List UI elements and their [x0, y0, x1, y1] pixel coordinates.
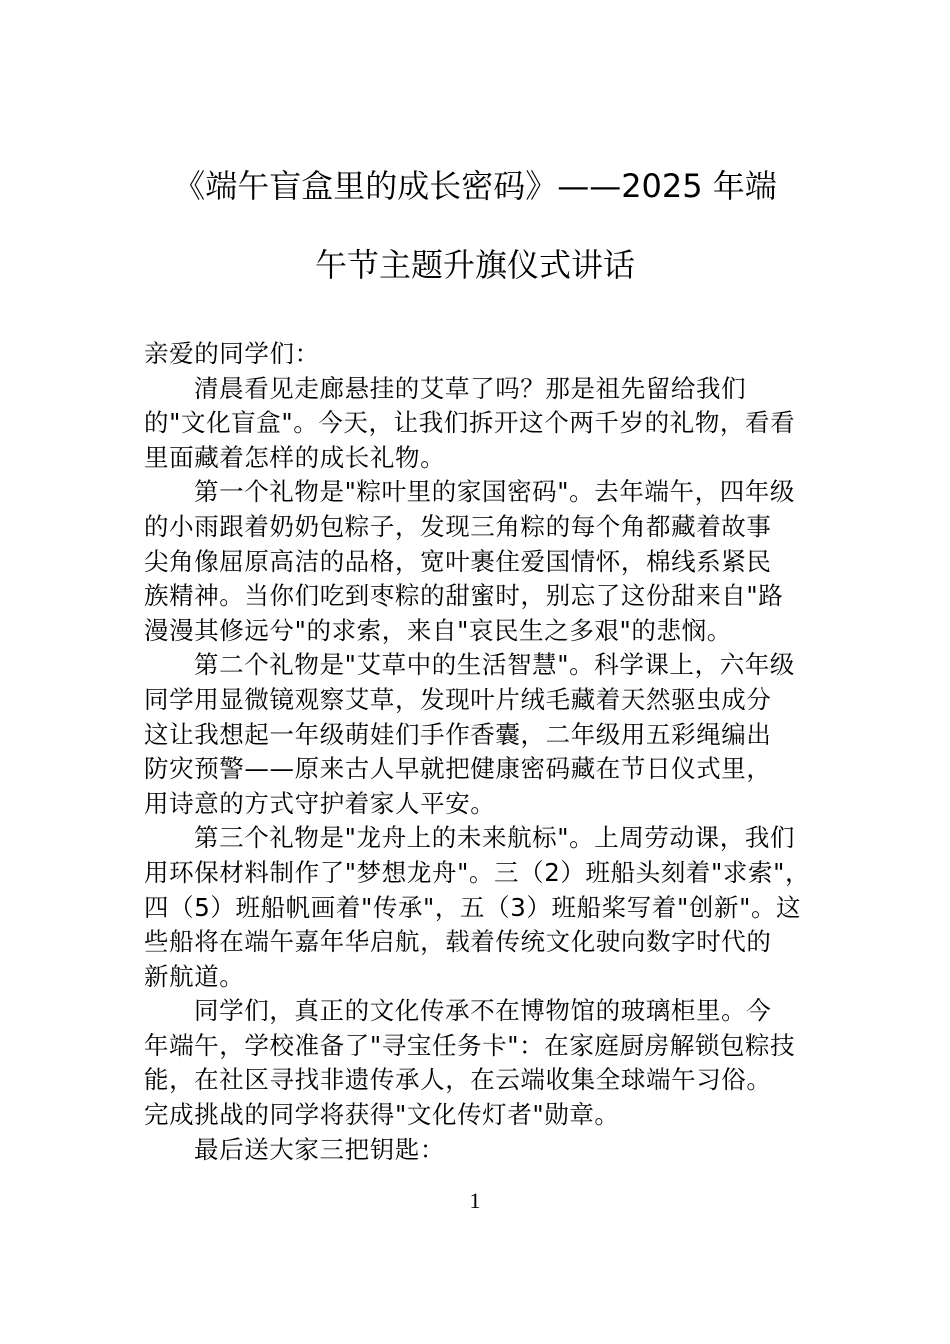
- text-line: 第一个礼物是"粽叶里的家国密码"。去年端午，四年级: [194, 477, 796, 507]
- page-number: 1: [469, 1188, 481, 1213]
- paragraph-gift-one: [144, 475, 834, 648]
- text-line: 的小雨跟着奶奶包粽子，发现三角粽的每个角都藏着故事: [144, 511, 772, 541]
- document-title-line-1: 《端午盲盒里的成长密码》——2025 年端: [173, 167, 777, 205]
- text-line: 清晨看见走廊悬挂的艾草了吗？那是祖先留给我们: [194, 373, 747, 403]
- text-line: 里面藏着怎样的成长礼物。: [144, 442, 446, 472]
- text-line: 些船将在端午嘉年华启航，载着传统文化驶向数字时代的: [144, 927, 772, 957]
- paragraph-intro: [144, 372, 834, 476]
- text-line: 用诗意的方式守护着家人平安。: [144, 788, 496, 818]
- salutation: 亲爱的同学们：: [144, 339, 320, 368]
- text-line: 年端午，学校准备了"寻宝任务卡"：在家庭厨房解锁包粽技: [144, 1030, 796, 1060]
- text-line: 新航道。: [144, 961, 245, 991]
- text-line: 完成挑战的同学将获得"文化传灯者"勋章。: [144, 1100, 620, 1130]
- text-line: 防灾预警——原来古人早就把健康密码藏在节日仪式里，: [144, 754, 772, 784]
- text-line: 最后送大家三把钥匙：: [194, 1134, 445, 1164]
- paragraph-keys: [144, 1133, 834, 1168]
- text-line: 同学们，真正的文化传承不在博物馆的玻璃柜里。今: [194, 996, 772, 1026]
- text-line: 尖角像屈原高洁的品格，宽叶裹住爱国情怀，棉线系紧民: [144, 546, 772, 576]
- paragraph-challenge: [144, 994, 834, 1132]
- text-line: 第三个礼物是"龙舟上的未来航标"。上周劳动课，我们: [194, 823, 796, 853]
- text-line: 漫漫其修远兮"的求索，来自"哀民生之多艰"的悲悯。: [144, 615, 732, 645]
- document-title-line-2: 午节主题升旗仪式讲话: [314, 246, 635, 284]
- text-line: 的"文化盲盒"。今天，让我们拆开这个两千岁的礼物，看看: [144, 408, 796, 438]
- text-line: 能，在社区寻找非遗传承人，在云端收集全球端午习俗。: [144, 1065, 772, 1095]
- text-line: 同学用显微镜观察艾草，发现叶片绒毛藏着天然驱虫成分: [144, 684, 772, 714]
- text-line: 四（5）班船帆画着"传承"，五（3）班船桨写着"创新"。这: [144, 892, 802, 922]
- document-body: [144, 337, 834, 1167]
- paragraph-gift-three: [144, 821, 834, 994]
- text-line: 这让我想起一年级萌娃们手作香囊，二年级用五彩绳编出: [144, 719, 772, 749]
- text-line: 第二个礼物是"艾草中的生活智慧"。科学课上，六年级: [194, 650, 796, 680]
- text-line: 族精神。当你们吃到枣粽的甜蜜时，别忘了这份甜来自"路: [144, 581, 784, 611]
- text-line: 用环保材料制作了"梦想龙舟"。三（2）班船头刻着"求索"，: [144, 857, 811, 887]
- paragraph-gift-two: [144, 648, 834, 821]
